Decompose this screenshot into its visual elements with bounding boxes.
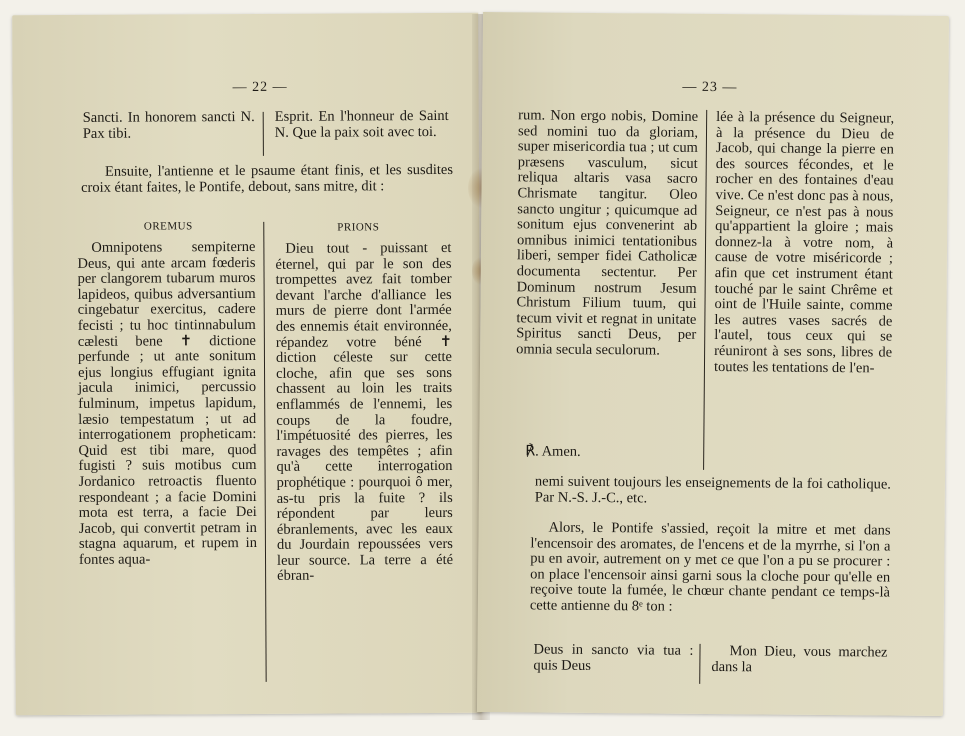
french-top-text: Esprit. En l'honneur de Saint N. Que la paix soit avec toi.	[274, 107, 449, 141]
page-number: — 23 —	[682, 79, 738, 96]
column-divider	[703, 110, 707, 470]
column-divider	[699, 644, 700, 684]
french-continuation-text: lée à la présence du Seigneur, à la présence du Dieu de Jacob, qui change la pierre en des sources fécondes, et le rocher en des fontaines d'eau vive. Ce n'est donc pas à nous, Seigneur, ce n'est pas à nous qu'appartient la gloire ; mais donnez-la à votre nom, à cause de votre miséricorde ; afin que cet instrument étant touché par le saint Chrême et oint de l'Huile sainte, comme les autres vases sacrés de l'autel, tous ceux qui se réuniront à ses sons, libres de toutes les tentations de l'en-	[713, 109, 895, 376]
column-divider	[263, 222, 266, 682]
rubric-text: Alors, le Pontife s'assied, reçoit la mitre et met dans l'encensoir des aromates, de l'encens et de la myrrhe, si l'on a pu en avoir, autrement on y met ce que l'on a pu se procurer : on place l'encensoir ainsi garni sous la cloche pour qu'elle en reçoive toute la fumée, le chœur chante pendant ce temps-là cette antienne du 8ᵉ ton :	[529, 519, 891, 615]
latin-prayer-text: Omnipotens sempiterne Deus, qui ante arcam fœderis per clangorem tubarum muros lapideos, quibus adversantium cingebatur exercitus, cadere fecisti ; tu hoc tintinnabulum cælesti bene ✝ dictione perfunde ; ut ante sonitum ejus longius effugiant ignita jacula inimici, percussio fulminum, impetus lapidum, læsio tempestatum ; ut ad interrogationem propheticam: Quid est tibi mare, quod fugisti ? suis motibus cum Jordanico retroactis fluento respondeant ; a facie Domini mota est terra, a facie Dei Jacob, qui convertit petram in stagna aquarum, et rupem in fontes aqua-	[77, 238, 257, 568]
amen-text: ℟. Amen.	[525, 443, 581, 460]
rubric-text: Ensuite, l'antienne et le psaume étant finis, et les susdites croix étant faites, le Pontife, debout, sans mitre, dit :	[81, 161, 454, 196]
latin-heading: OREMUS	[143, 220, 193, 233]
french-heading: PRIONS	[337, 221, 380, 234]
french-prayer-text: Dieu tout - puissant et éternel, qui par le son des trompettes avez fait tomber devant l'arche d'alliance les murs de pierre dont l'armée des ennemis était environnée, répandez votre béné ✝ diction céleste sur cette cloche, afin que ses sons chassent au loin les traits enflammés de l'ennemi, les coups de la foudre, l'impétuosité des pierres, les ravages des tempêtes ; afin qu'à cette interrogation prophétique : pourquoi ô mer, as-tu pris la fuite ? ils répondent par leurs ébranlements, avec les eaux du Jourdain repoussées vers leur source. La terre a été ébran-	[275, 239, 454, 585]
latin-top-text: Sancti. In honorem sancti N. Pax tibi.	[82, 108, 255, 142]
page-number: — 22 —	[232, 79, 288, 96]
column-divider	[263, 112, 264, 156]
french-tail-text: nemi suivent toujours les enseignements de la foi catholique. Par N.-S. J.-C., etc.	[534, 473, 892, 507]
french-antiphon-text: Mon Dieu, vous marchez dans la	[711, 643, 888, 675]
right-page	[477, 12, 949, 716]
latin-continuation-text: rum. Non ergo nobis, Domine sed nomini tuo da gloriam, super misericordia tua ; ut cum præsens vasculum, sicut reliqua altaris vasa sacro Chrismate tangitur. Oleo sancto ungitur ; quicumque ad sonitum ejus convenerint ab omnibus inimici tentationibus liberi, semper fidei Catholicæ documenta sectentur. Per Dominum nostrum Jesum Christum Filium tuum, qui tecum vivit et regnat in unitate Spiritus sancti Deus, per omnia secula seculorum.	[516, 107, 699, 359]
open-booklet	[14, 14, 950, 720]
latin-antiphon-text: Deus in sancto via tua : quis Deus	[533, 641, 694, 674]
left-page	[12, 13, 482, 715]
